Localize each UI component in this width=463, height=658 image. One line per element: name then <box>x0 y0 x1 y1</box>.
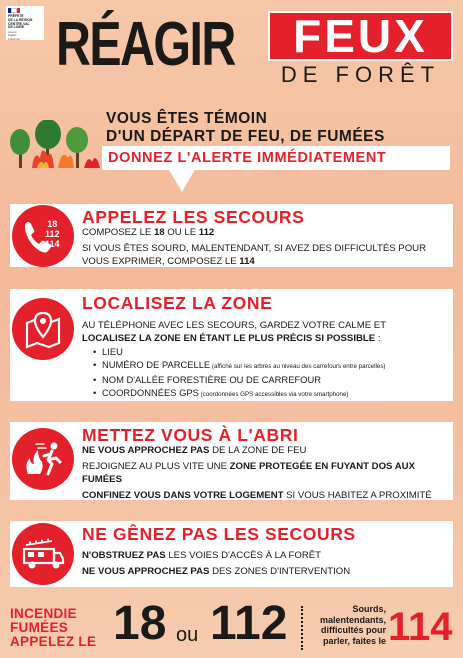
fire-engine-icon <box>18 529 68 579</box>
footer-number-114: 114 <box>388 605 453 649</box>
title-reagir: RÉAGIR <box>56 10 235 79</box>
section-locate-zone <box>10 289 453 401</box>
intro-line-1: VOUS ÊTES TÉMOIN <box>106 110 268 127</box>
map-location-icon <box>21 307 65 351</box>
phone-handset-icon <box>14 207 72 265</box>
phone-icon <box>12 205 74 267</box>
call-numbers-line: COMPOSEZ LE 18 OU LE 112 <box>82 227 215 238</box>
alert-banner <box>102 146 450 170</box>
section-body <box>82 226 447 268</box>
section-body: NE VOUS APPROCHEZ PAS DE LA ZONE DE FEU REJOIGNEZ AU PLUS VITE UNE ZONE PROTEGÉE EN FUYANT DOS AUX FUMÉES CONFINEZ VOUS DANS VOTRE LOGEMENT SI VOUS HABITEZ A PROXIMITÉ <box>82 445 432 501</box>
fire-truck-icon <box>12 523 74 585</box>
section-title: METTEZ VOUS À L'ABRI <box>82 425 299 445</box>
section-take-shelter <box>10 422 453 500</box>
list-item: • LIEU <box>94 345 447 358</box>
map-pin-icon <box>12 298 74 360</box>
speech-bubble-tail <box>168 168 196 192</box>
fire-run-icon <box>18 434 68 484</box>
footer-deaf-note: Sourds, malentendants, difficultés pour parler, faites le <box>319 604 386 646</box>
title-feux-box <box>268 11 453 61</box>
deaf-line: SI VOUS ÊTES SOURD, MALENTENDANT, SI AVEZ DES DIFFICULTÉS POUR VOUS EXPRIMER, COMPOSEZ LE 114 <box>82 243 427 267</box>
footer-divider <box>301 606 303 650</box>
intro-line-2: D'UN DÉPART DE FEU, DE FUMÉES <box>106 128 385 145</box>
alert-text: DONNEZ L'ALERTE IMMÉDIATEMENT <box>108 150 387 166</box>
section-title: APPELEZ LES SECOURS <box>82 207 305 227</box>
logo-text: PRÉFETE DE LA RÉGION CENTRE-VAL DE LOIRE <box>8 14 33 30</box>
section-body: N'OBSTRUEZ PAS LES VOIES D'ACCÈS À LA FORÊT NE VOUS APPROCHEZ PAS DES ZONES D'INTERVENTION <box>82 550 351 577</box>
logo-motto: Liberté Égalité Fraternité <box>8 30 20 41</box>
footer-number-18: 18 <box>113 597 167 650</box>
section-title: LOCALISEZ LA ZONE <box>82 293 273 313</box>
footer-call-label: INCENDIE FUMÉES APPELEZ LE <box>10 606 97 649</box>
title-feux: FEUX <box>293 10 428 62</box>
list-item: • NUMÉRO DE PARCELLE (affiché sur les arbres au niveau des carrefours entre parcelles) <box>94 358 447 373</box>
section-body: AU TÉLÉPHONE AVEC LES SECOURS, GARDEZ VOTRE CALME ET LOCALISEZ LA ZONE EN ÉTANT LE PLUS PRÉCIS SI POSSIBLE : • LIEU • NUMÉRO DE PARCELLE (affiché sur les arbres au niveau des carrefours entre parcelles) • NOM D'ALLÉE FORESTIÈRE OU DE CARREFOUR • COORDONNÉES GPS (coordonnées GPS accessibles via votre smartphone) <box>82 319 447 401</box>
location-list <box>82 345 447 401</box>
section-call-emergency <box>10 204 453 267</box>
prefecture-logo <box>6 6 44 40</box>
section-title: NE GÊNEZ PAS LES SECOURS <box>82 524 356 544</box>
burning-trees-icon <box>6 120 106 170</box>
footer-number-112: 112 <box>210 597 288 650</box>
icon-numbers: 18 112 114 <box>45 219 60 249</box>
footer-or: ou <box>176 624 199 646</box>
list-item: • COORDONNÉES GPS (coordonnées GPS accessibles via votre smartphone) <box>94 386 447 401</box>
list-item: • NOM D'ALLÉE FORESTIÈRE OU DE CARREFOUR <box>94 373 447 386</box>
french-flag-icon <box>8 8 20 13</box>
section-dont-block <box>10 521 453 587</box>
title-de-foret: DE FORÊT <box>280 62 441 87</box>
fleeing-person-icon <box>12 428 74 490</box>
